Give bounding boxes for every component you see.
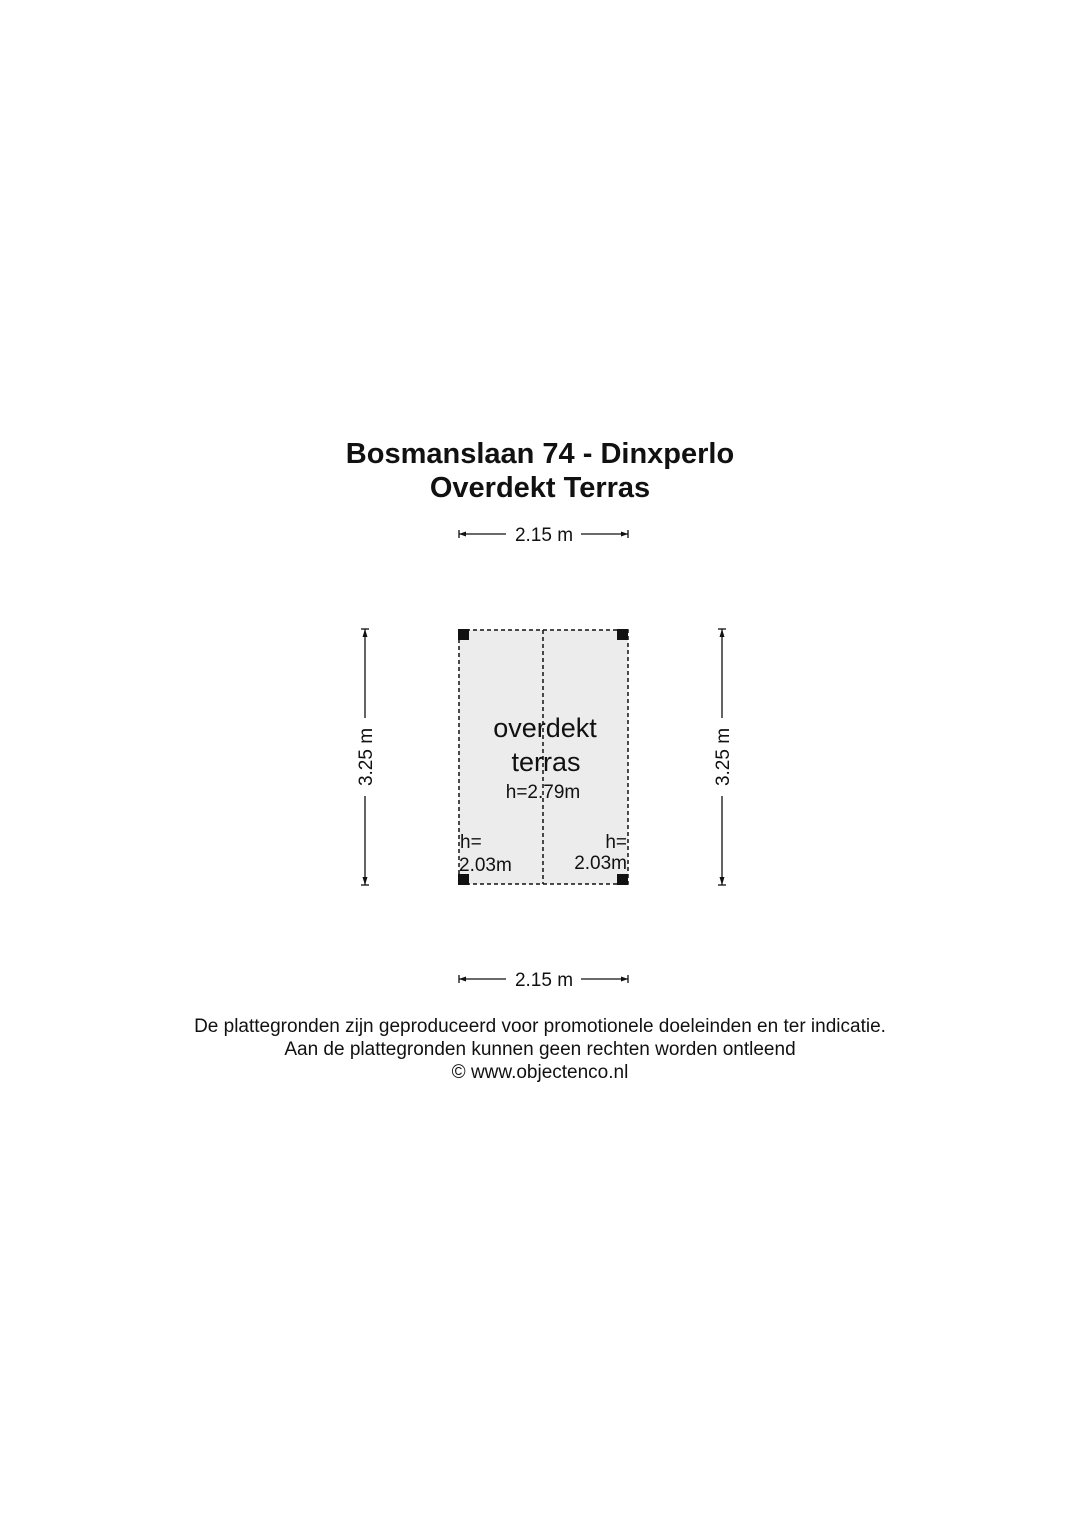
dimension-right-label: 3.25 m: [713, 727, 734, 787]
left-height-value: 2.03m: [459, 855, 512, 876]
dimension-top-label: 2.15 m: [514, 525, 574, 546]
post-top-left: [458, 629, 469, 640]
room-name-line2: terras: [511, 747, 581, 777]
right-height-label: h=: [605, 832, 627, 853]
copyright-link[interactable]: © www.objectenco.nl: [451, 1062, 629, 1083]
room-name-line1: overdekt: [493, 713, 597, 743]
right-height-value: 2.03m: [574, 853, 627, 874]
plan-title-address: Bosmanslaan 74 - Dinxperlo: [345, 438, 735, 470]
post-top-right: [617, 629, 628, 640]
plan-title-floor: Overdekt Terras: [429, 472, 651, 504]
dimension-left-label: 3.25 m: [356, 727, 377, 787]
room-height: h=2.79m: [505, 782, 581, 803]
disclaimer-line-2: Aan de plattegronden kunnen geen rechten worden ontleend: [284, 1039, 796, 1060]
dimension-bottom-label: 2.15 m: [514, 970, 574, 991]
left-height-label: h=: [460, 832, 482, 853]
disclaimer-line-1: De plattegronden zijn geproduceerd voor promotionele doeleinden en ter indicatie.: [194, 1016, 886, 1037]
post-bottom-right: [617, 874, 628, 885]
